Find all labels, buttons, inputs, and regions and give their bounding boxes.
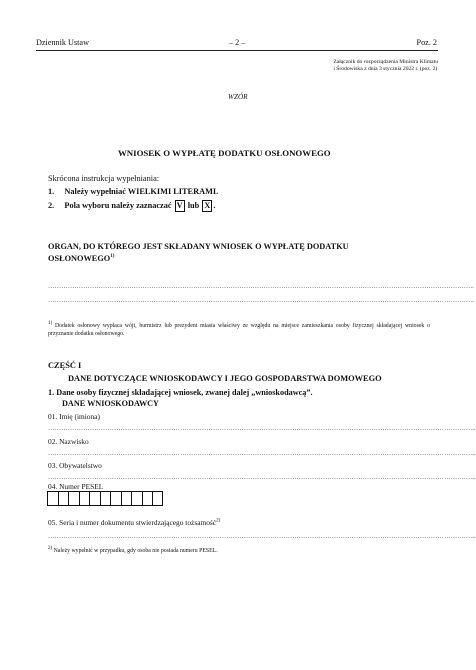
- pesel-digit-cell[interactable]: [47, 491, 58, 506]
- instruction-2-number: 2.: [48, 201, 55, 210]
- position-number: Poz. 2: [416, 38, 437, 47]
- annex-line-2: i Środowiska z dnia 3 stycznia 2022 r. (poz. 2): [333, 66, 438, 72]
- applicant-data-heading: DANE WNIOSKODAWCY: [62, 399, 159, 408]
- id-document-input[interactable]: …………………………………………………………………………………………………………………………………………………………………………...: [48, 533, 476, 540]
- field-01-label: 01. Imię (imiona): [48, 412, 100, 421]
- instruction-item-2: [48, 200, 215, 212]
- organ-entry-line-1[interactable]: …………………………………………………………………………………………………………………………………………………………………………..: [48, 283, 474, 290]
- pesel-digit-cell[interactable]: [100, 491, 111, 506]
- field-03-label: 03. Obywatelstwo: [48, 461, 102, 470]
- field-04-label: 04. Numer PESEL: [48, 482, 104, 491]
- pesel-digit-cell[interactable]: [121, 491, 132, 506]
- organ-heading-text: OSŁONOWEGO: [48, 254, 111, 263]
- footnote-1: [48, 320, 430, 338]
- template-label: WZÓR: [228, 93, 248, 101]
- pesel-digit-cell[interactable]: [131, 491, 142, 506]
- form-title: WNIOSEK O WYPŁATĘ DODATKU OSŁONOWEGO: [118, 148, 331, 158]
- instruction-1-text: Należy wypełniać WIELKIMI LITERAMI.: [64, 187, 219, 196]
- instruction-2-or: lub: [187, 201, 200, 210]
- organ-entry-line-2[interactable]: …………………………………………………………………………………………………………………………………………………………………………..: [48, 297, 474, 304]
- surname-input[interactable]: …………………………………………………………………………………………………………………………………………………………………………...: [48, 450, 476, 457]
- pesel-digit-cell[interactable]: [110, 491, 121, 506]
- organ-heading-line-1: ORGAN, DO KTÓREGO JEST SKŁADANY WNIOSEK O WYPŁATĘ DODATKU: [48, 242, 349, 251]
- footnote-1-marker: 1): [48, 321, 53, 326]
- footnote-1-text: Dodatek osłonowy wypłaca wójt, burmistrz lub prezydent miasta właściwy ze względu na miejsce zamieszkania osoby fizycznej składającej wniosek o przyznanie dodatku osłonowego.: [48, 322, 430, 337]
- pesel-digit-cell[interactable]: [68, 491, 79, 506]
- section-1-title: 1. Dane osoby fizycznej składającej wniosek, zwanej dalej „wnioskodawcą”.: [48, 388, 313, 397]
- field-02-label: 02. Nazwisko: [48, 437, 89, 446]
- field-05-text: 05. Seria i numer dokumentu stwierdzającego tożsamość: [48, 518, 217, 527]
- checkbox-sample-v: V: [176, 201, 183, 210]
- citizenship-input[interactable]: …………………………………………………………………………………………………………………………………………………………………………...: [48, 474, 476, 481]
- journal-name: Dziennik Ustaw: [36, 38, 89, 47]
- pesel-digit-cell[interactable]: [79, 491, 90, 506]
- instruction-1-number: 1.: [48, 187, 55, 196]
- organ-heading-line-2: [48, 254, 114, 263]
- footnote-2-text: Należy wypełnić w przypadku, gdy osoba nie posiada numeru PESEL.: [53, 547, 218, 554]
- annex-line-1: Załącznik do rozporządzenia Ministra Klimatu: [333, 59, 438, 65]
- instruction-item-1: [48, 187, 218, 196]
- pesel-digit-cell[interactable]: [152, 491, 163, 506]
- part-1-label: CZĘŚĆ I: [48, 361, 82, 370]
- annex-note: [333, 59, 438, 73]
- pesel-digit-cell[interactable]: [142, 491, 153, 506]
- instruction-2-end: .: [213, 201, 216, 210]
- checkbox-sample-x: X: [204, 201, 211, 210]
- header-divider: [36, 50, 438, 51]
- first-name-input[interactable]: …………………………………………………………………………………………………………………………………………………………………………...: [48, 425, 476, 432]
- part-1-heading: DANE DOTYCZĄCE WNIOSKODAWCY I JEGO GOSPODARSTWA DOMOWEGO: [68, 374, 382, 383]
- pesel-digit-cell[interactable]: [58, 491, 69, 506]
- instruction-2-text: Pola wyboru należy zaznaczać: [64, 201, 172, 210]
- footnote-2: [48, 545, 430, 555]
- field-05-label: [48, 518, 220, 527]
- footnote-ref-2: 2): [216, 518, 221, 524]
- instructions-heading: Skrócona instrukcja wypełniania:: [48, 174, 160, 183]
- pesel-digit-cell[interactable]: [89, 491, 100, 506]
- footnote-2-marker: 2): [48, 546, 53, 551]
- footnote-ref-1: 1): [110, 254, 115, 260]
- pesel-input-cells[interactable]: [47, 491, 163, 506]
- page-number: – 2 –: [229, 38, 246, 47]
